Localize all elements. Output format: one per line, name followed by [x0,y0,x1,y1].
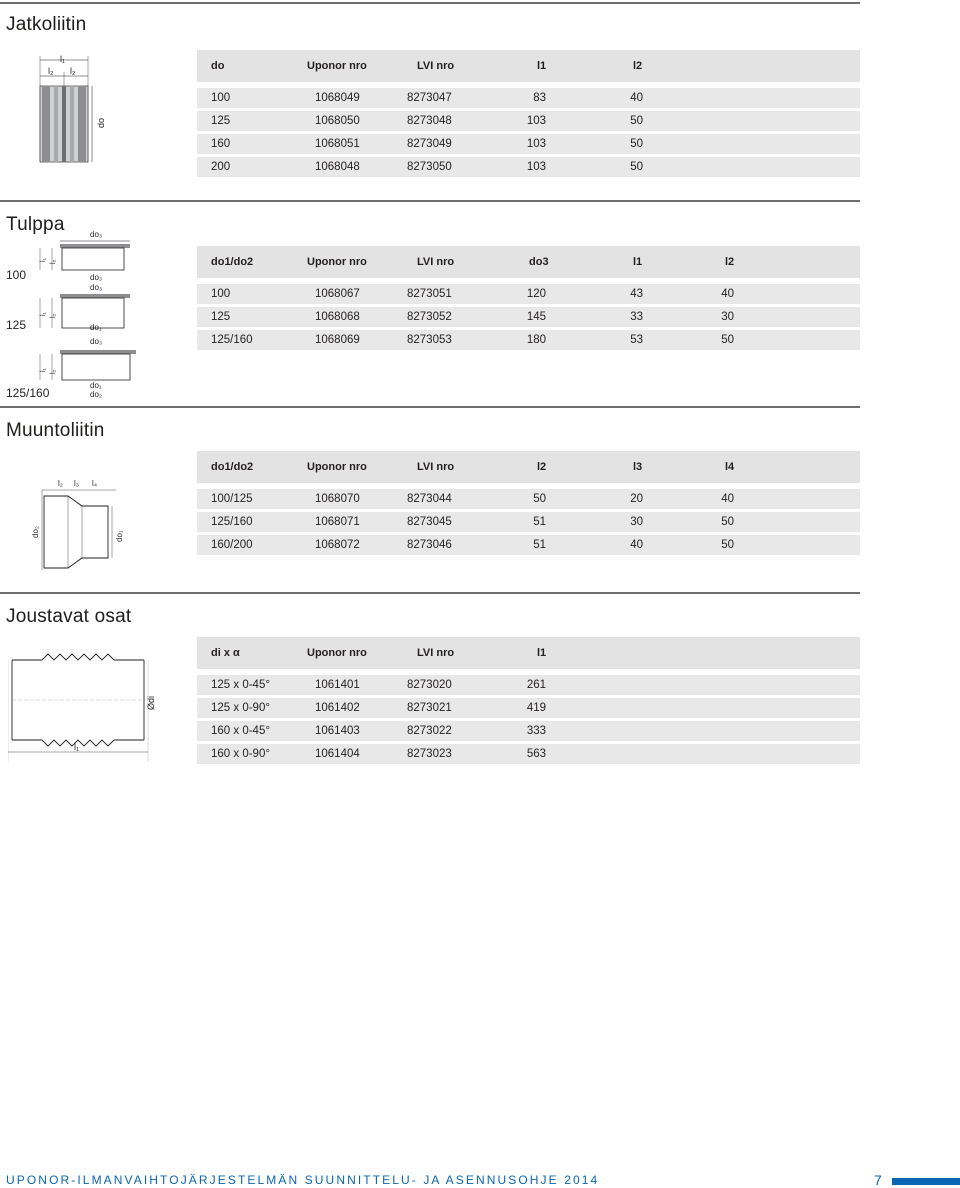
cell-l2: 50 [533,493,546,505]
section-rule [0,200,860,202]
cell-do3: 120 [526,288,546,300]
cell-lvi: 8273052 [407,311,452,323]
tulppa-l1-label: l₁ [40,258,47,262]
cell-do3: 180 [526,334,546,346]
cell-lvi: 8273048 [407,115,452,127]
cell-uponor: 1068051 [315,138,360,150]
cell-l1: 563 [526,748,546,760]
table-row [197,330,860,350]
tulppa-l2-label: l₂ [50,313,57,318]
table-row [197,489,860,509]
cell-lvi: 8273022 [407,725,452,737]
joustavat-l1-label: l₁ [74,742,80,752]
header-l4: l4 [725,461,735,473]
header-uponor: Uponor nro [307,647,367,659]
table-row [197,721,860,741]
cell-l2: 50 [721,334,734,346]
tulppa-l2-label: l₂ [50,259,57,264]
cell-uponor: 1068067 [315,288,360,300]
size-label-125: 125 [6,318,27,332]
header-l1: l1 [537,60,547,72]
cell-do: 200 [211,161,231,173]
cell-l1: 419 [526,702,546,714]
table-row [197,744,860,764]
cell-lvi: 8273053 [407,334,452,346]
cell-l3: 40 [630,539,643,551]
table-row [197,675,860,695]
cell-uponor: 1068070 [315,493,360,505]
cell-l1: 333 [526,725,546,737]
cell-di-alpha: 160 x 0-90° [211,748,270,760]
header-di-alpha: di x α [211,647,240,659]
cell-lvi: 8273046 [407,539,452,551]
header-lvi: LVI nro [417,461,455,473]
cell-l2: 51 [533,539,546,551]
section-rule [0,406,860,408]
cell-lvi: 8273045 [407,516,452,528]
section-rule [0,592,860,594]
cell-l4: 50 [721,539,734,551]
cell-l2: 40 [721,288,734,300]
cell-do: 125 [211,115,231,127]
footer-title: UPONOR-ILMANVAIHTOJÄRJESTELMÄN SUUNNITTELU- JA ASENNUSOHJE 2014 [6,1173,600,1187]
header-lvi: LVI nro [417,256,455,268]
page-number: 7 [874,1172,882,1188]
tulppa-do3-label: do₃ [90,283,103,292]
joustavat-diagram [8,652,160,764]
cell-lvi: 8273023 [407,748,452,760]
cell-do1-do2: 160/200 [211,539,253,551]
header-lvi: LVI nro [417,647,455,659]
cell-di-alpha: 125 x 0-90° [211,702,270,714]
cell-uponor: 1068068 [315,311,360,323]
jatkoliitin-l1-label: l₁ [60,54,66,64]
page-footer [0,1172,960,1188]
cell-l1: 33 [630,311,643,323]
cell-l1: 103 [526,115,546,127]
muuntoliitin-diagram [26,476,136,576]
cell-l2: 50 [630,161,643,173]
cell-uponor: 1068049 [315,92,360,104]
cell-uponor: 1068071 [315,516,360,528]
cell-l3: 30 [630,516,643,528]
joustavat-di-label: Ødi [146,695,156,710]
size-label-100: 100 [6,268,27,282]
cell-do: 160 [211,138,231,150]
jatkoliitin-l2a-label: l₂ [48,66,54,76]
tulppa-do1-label: do₁ [90,323,102,332]
cell-l2: 50 [630,138,643,150]
header-l1: l1 [537,647,547,659]
footer-accent-bar [892,1178,960,1185]
tulppa-l1-label: l₁ [40,312,47,316]
cell-do1-do2: 100/125 [211,493,253,505]
cell-lvi: 8273044 [407,493,452,505]
jatkoliitin-l2b-label: l₂ [70,66,76,76]
cell-do1-do2: 125 [211,311,231,323]
cell-l2: 51 [533,516,546,528]
cell-l3: 20 [630,493,643,505]
cell-l1: 43 [630,288,643,300]
cell-uponor: 1068069 [315,334,360,346]
size-label-125-160: 125/160 [6,386,50,400]
muunto-l3-label: l₃ [74,479,80,488]
cell-uponor: 1061401 [315,679,360,691]
tulppa-l2-label: l₂ [50,369,57,374]
section-title-jatkoliitin: Jatkoliitin [6,14,87,35]
cell-lvi: 8273021 [407,702,452,714]
header-do1-do2: do1/do2 [211,256,254,268]
cell-do1-do2: 100 [211,288,231,300]
cell-l1: 103 [526,138,546,150]
table-header [197,637,860,669]
muunto-l2-label: l₂ [58,479,63,488]
header-do1-do2: do1/do2 [211,461,254,473]
cell-lvi: 8273050 [407,161,452,173]
table-row [197,698,860,718]
section-title-muuntoliitin: Muuntoliitin [6,420,105,441]
cell-uponor: 1061403 [315,725,360,737]
tulppa-l1-label: l₁ [40,368,47,372]
header-l1: l1 [633,256,643,268]
table-row [197,88,860,108]
table-header [197,451,860,483]
cell-uponor: 1061402 [315,702,360,714]
table-header [197,50,860,82]
cell-lvi: 8273049 [407,138,452,150]
table-row [197,157,860,177]
cell-uponor: 1068072 [315,539,360,551]
section-title-tulppa: Tulppa [6,214,65,235]
cell-lvi: 8273020 [407,679,452,691]
muunto-l4-label: l₄ [92,479,98,488]
cell-l1: 53 [630,334,643,346]
table-row [197,535,860,555]
table-row [197,134,860,154]
cell-do1-do2: 125/160 [211,516,253,528]
header-l2: l2 [725,256,735,268]
muunto-do1-label: do₁ [115,530,124,542]
top-rule [0,2,860,4]
header-l3: l3 [633,461,643,473]
tulppa-do2-label: do₂ [90,390,103,399]
cell-lvi: 8273047 [407,92,452,104]
muunto-do2-label: do₂ [31,525,40,538]
cell-l4: 50 [721,516,734,528]
tulppa-do3-label: do₃ [90,337,103,346]
cell-l2: 30 [721,311,734,323]
header-l2: l2 [633,60,643,72]
cell-do3: 145 [526,311,546,323]
table-row [197,307,860,327]
jatkoliitin-diagram [30,52,120,172]
table-row [197,111,860,131]
cell-lvi: 8273051 [407,288,452,300]
section-title-joustavat: Joustavat osat [6,606,132,627]
table-row [197,284,860,304]
cell-l1: 103 [526,161,546,173]
cell-uponor: 1061404 [315,748,360,760]
header-l2: l2 [537,461,547,473]
table-header [197,246,860,278]
cell-l4: 40 [721,493,734,505]
header-lvi: LVI nro [417,60,455,72]
header-do: do [211,60,225,72]
header-uponor: Uponor nro [307,60,367,72]
cell-l2: 50 [630,115,643,127]
tulppa-do3-label: do₃ [90,273,103,282]
cell-do1-do2: 125/160 [211,334,253,346]
cell-l2: 40 [630,92,643,104]
table-row [197,512,860,532]
cell-l1: 83 [533,92,546,104]
cell-do: 100 [211,92,231,104]
header-uponor: Uponor nro [307,256,367,268]
cell-uponor: 1068050 [315,115,360,127]
jatkoliitin-do-label: do [96,117,106,128]
header-do3: do3 [529,256,549,268]
tulppa-do1-label: do₁ [90,381,102,390]
cell-di-alpha: 160 x 0-45° [211,725,270,737]
cell-uponor: 1068048 [315,161,360,173]
tulppa-do3-label: do₃ [90,230,103,239]
header-uponor: Uponor nro [307,461,367,473]
tulppa-diagram [30,226,140,402]
cell-l1: 261 [526,679,546,691]
cell-di-alpha: 125 x 0-45° [211,679,270,691]
